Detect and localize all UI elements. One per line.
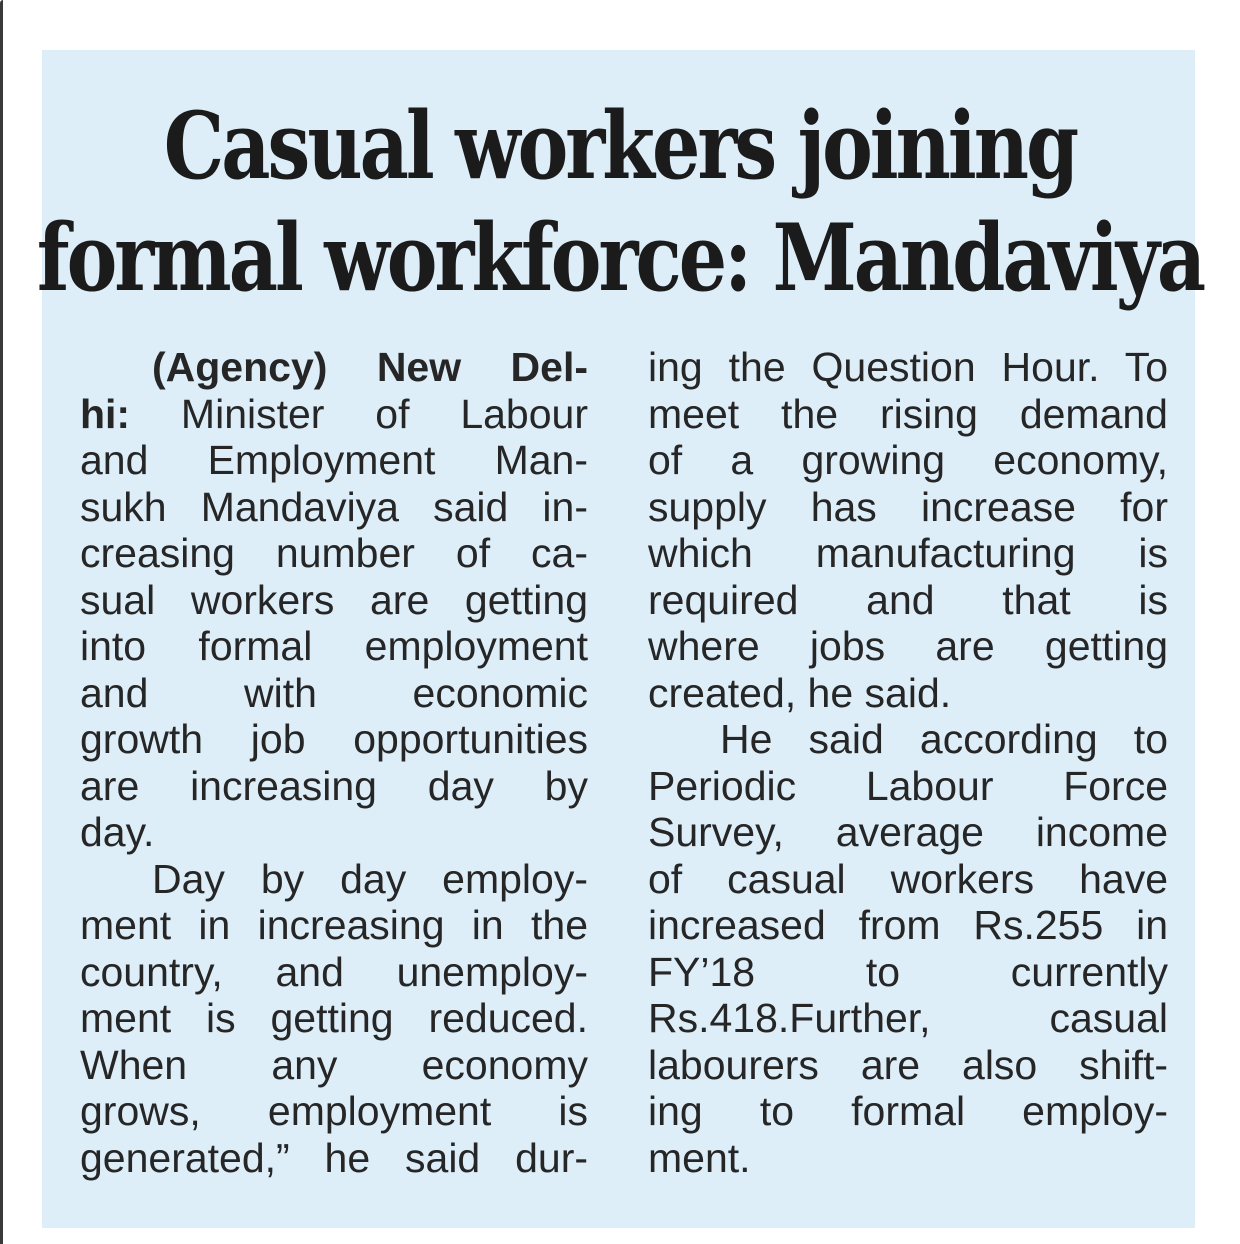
text-line: created, he said. <box>648 669 952 716</box>
text-line: which manufacturing is <box>648 530 1168 576</box>
text-line: Day by day employ- <box>152 855 588 902</box>
text-line: meet the rising demand <box>648 390 1168 437</box>
text-line: When any economy <box>80 1041 588 1088</box>
text-line: ment. <box>648 1134 751 1181</box>
text-line: increased from Rs.255 in <box>648 902 1168 948</box>
text-line: grows, employment is <box>80 1088 588 1134</box>
text-line: required and that is <box>648 576 1168 623</box>
dateline-part-2: hi: <box>80 390 131 437</box>
text-line: and Employment Man- <box>80 437 588 483</box>
text-line: of casual workers have <box>648 855 1168 902</box>
text-line: ment in increasing in the <box>80 902 588 948</box>
text-line: ment is getting reduced. <box>80 995 588 1041</box>
text-line <box>80 344 588 391</box>
text-line: where jobs are getting <box>648 623 1168 669</box>
text-line: day. <box>80 809 155 855</box>
text-line: and with economic <box>80 669 588 716</box>
text-line: hi: Minister of Labour <box>80 390 588 437</box>
text-line: labourers are also shift- <box>648 1041 1168 1088</box>
dateline-part-1: (Agency) New Del- <box>152 344 588 390</box>
text-line: generated,” he said dur- <box>80 1134 588 1181</box>
text-line: He said according to <box>720 716 1168 762</box>
text-line: of a growing economy, <box>648 437 1168 483</box>
text-line: ing the Question Hour. To <box>648 344 1168 390</box>
headline-line-1: Casual workers joining <box>163 91 1077 200</box>
text-line: country, and unemploy- <box>80 948 588 995</box>
text-line: are increasing day by <box>80 762 588 809</box>
text-line: sukh Mandaviya said in- <box>80 483 588 530</box>
text-line: Survey, average income <box>648 809 1168 855</box>
text-line: FY’18 to currently <box>648 948 1168 995</box>
headline <box>0 90 1240 314</box>
headline-line-2: formal workforce: Mandaviya <box>36 203 1204 313</box>
text-line: ing to formal employ- <box>648 1088 1168 1134</box>
article-column-left <box>80 344 588 1181</box>
text-line: into formal employment <box>80 623 588 669</box>
article-column-right <box>648 344 1168 1181</box>
text-line: sual workers are getting <box>80 576 588 623</box>
text-line: Rs.418.Further, casual <box>648 995 1168 1041</box>
text-line: Periodic Labour Force <box>648 762 1168 809</box>
text-line: growth job opportunities <box>80 716 588 762</box>
text-line: creasing number of ca- <box>80 530 588 576</box>
text-line: supply has increase for <box>648 483 1168 530</box>
